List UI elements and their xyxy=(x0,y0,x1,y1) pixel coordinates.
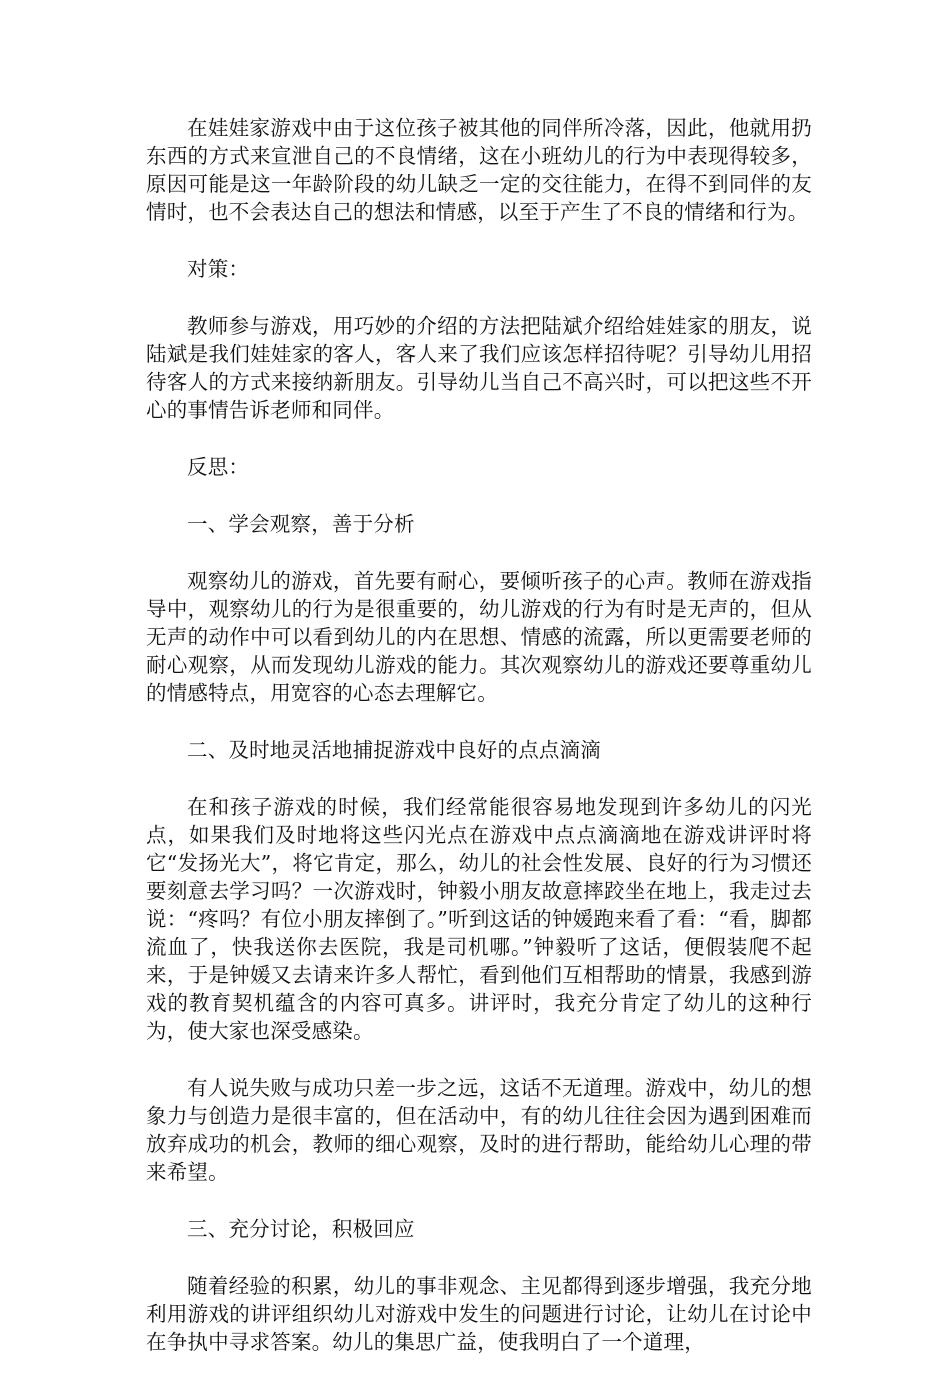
heading-reflection: 反思： xyxy=(187,455,250,479)
paragraph-discussion: 随着经验的积累，幼儿的事非观念、主见都得到逐步增强，我充分地利用游戏的讲评组织幼儿对游戏中发生的问题进行讨论，让幼儿在讨论中在争执中寻求答案。幼儿的集思广益，使我明白了一个道理， xyxy=(146,1274,812,1354)
paragraph-analysis: 在娃娃家游戏中由于这位孩子被其他的同伴所冷落，因此，他就用扔东西的方式来宣泄自己的不良情绪，这在小班幼儿的行为中表现得较多，原因可能是这一年龄阶段的幼儿缺乏一定的交往能力，在得不到同伴的友情时，也不会表达自己的想法和情感，以至于产生了不良的情绪和行为。 xyxy=(146,116,812,224)
heading-countermeasure: 对策： xyxy=(187,257,250,281)
paragraph-countermeasure: 教师参与游戏，用巧妙的介绍的方法把陆斌介绍给娃娃家的朋友，说陆斌是我们娃娃家的客人，客人来了我们应该怎样招待呢？引导幼儿用招待客人的方式来接纳新朋友。引导幼儿当自己不高兴时，可以把这些不开心的事情告诉老师和同伴。 xyxy=(146,314,812,422)
section-heading-1: 一、学会观察，善于分析 xyxy=(187,512,415,536)
section-heading-3: 三、充分讨论，积极回应 xyxy=(187,1217,415,1241)
document-page xyxy=(146,114,812,1385)
paragraph-game-example: 在和孩子游戏的时候，我们经常能很容易地发现到许多幼儿的闪光点，如果我们及时地将这些闪光点在游戏中点点滴滴地在游戏讲评时将它“发扬光大”，将它肯定，那么，幼儿的社会性发展、良好的行为习惯还要刻意去学习吗？一次游戏时，钟毅小朋友故意摔跤坐在地上，我走过去说：“疼吗？有位小朋友摔倒了。”听到这话的钟媛跑来看了看：“看，脚都流血了，快我送你去医院，我是司机哪。”钟毅听了这话，便假装爬不起来，于是钟媛又去请来许多人帮忙，看到他们互相帮助的情景，我感到游戏的教育契机蕴含的内容可真多。讲评时，我充分肯定了幼儿的这种行为，使大家也深受感染。 xyxy=(146,795,812,1043)
section-heading-2: 二、及时地灵活地捕捉游戏中良好的点点滴滴 xyxy=(187,738,601,762)
paragraph-observation: 观察幼儿的游戏，首先要有耐心，要倾听孩子的心声。教师在游戏指导中，观察幼儿的行为是很重要的，幼儿游戏的行为有时是无声的，但从无声的动作中可以看到幼儿的内在思想、情感的流露，所以更需要老师的耐心观察，从而发现幼儿游戏的能力。其次观察幼儿的游戏还要尊重幼儿的情感特点，用宽容的心态去理解它。 xyxy=(146,569,812,705)
paragraph-success-failure: 有人说失败与成功只差一步之远，这话不无道理。游戏中，幼儿的想象力与创造力是很丰富的，但在活动中，有的幼儿往往会因为遇到困难而放弃成功的机会，教师的细心观察，及时的进行帮助，能给幼儿心理的带来希望。 xyxy=(146,1076,812,1184)
